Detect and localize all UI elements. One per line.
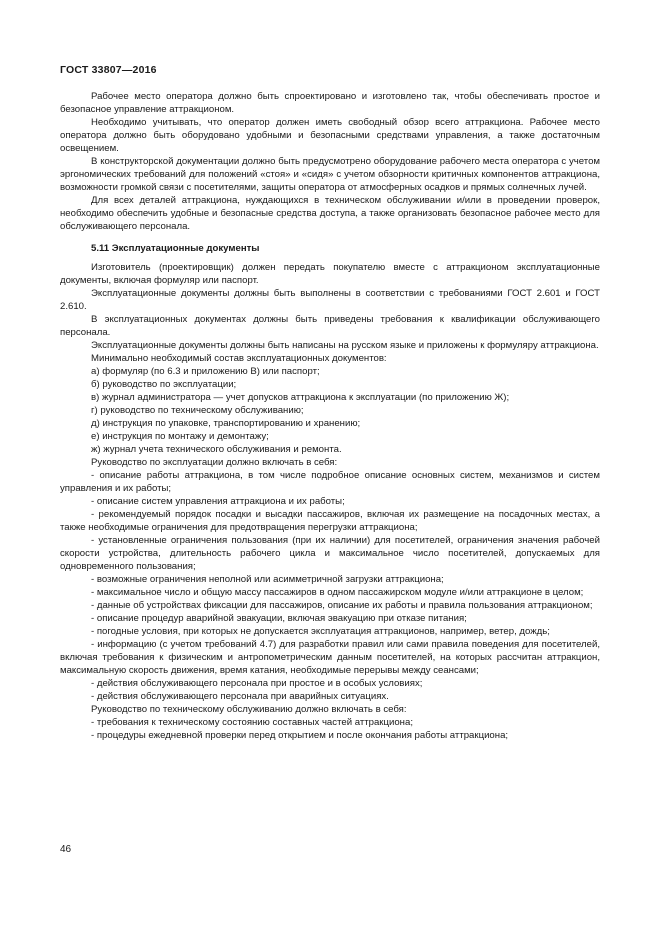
paragraph: Руководство по эксплуатации должно включать в себя:: [91, 457, 338, 468]
page-number: 46: [60, 844, 72, 855]
dash-item: - описание работы аттракциона, в том числе подробное описание основных систем, механизмов и систем управления и их работы;: [60, 470, 600, 494]
paragraph: Эксплуатационные документы должны быть написаны на русском языке и приложены к формуляру аттракциона.: [91, 340, 599, 351]
paragraph: Рабочее место оператора должно быть спроектировано и изготовлено так, чтобы обеспечивать простое и безопасное управление аттракционом.: [60, 91, 600, 115]
list-item: ж) журнал учета технического обслуживания и ремонта.: [91, 444, 342, 455]
dash-item: - рекомендуемый порядок посадки и высадки пассажиров, включая их размещение на посадочных местах, а также необходимые ограничения для предотвращения перегрузки аттракциона;: [60, 509, 600, 533]
paragraph: Руководство по техническому обслуживанию должно включать в себя:: [91, 704, 407, 715]
paragraph: Для всех деталей аттракциона, нуждающихся в техническом обслуживании и/или в проведении проверок, необходимо обеспечить удобные и безопасные средства доступа, а также организовать безопасное рабочее место для обслуживающего персонала.: [60, 195, 600, 232]
dash-item: - действия обслуживающего персонала при простое и в особых условиях;: [91, 678, 423, 689]
dash-item: - требования к техническому состоянию составных частей аттракциона;: [91, 717, 413, 728]
document-header: ГОСТ 33807—2016: [60, 64, 157, 76]
list-item: а) формуляр (по 6.3 и приложению В) или паспорт;: [91, 366, 320, 377]
list-item: г) руководство по техническому обслуживанию;: [91, 405, 304, 416]
dash-item: - установленные ограничения пользования (при их наличии) для посетителей, ограничения значения рабочей скорости устройства, длительность рабочего цикла и максимальное число посетителей, допускаемых для одновременного пользования;: [60, 535, 600, 572]
section-heading: 5.11 Эксплуатационные документы: [91, 243, 260, 254]
paragraph: Необходимо учитывать, что оператор должен иметь свободный обзор всего аттракциона. Рабочее место оператора должно быть оборудовано удобными и безопасными средствами управления, а также достаточным освещением.: [60, 117, 600, 154]
document-body: [60, 90, 600, 742]
list-item: в) журнал администратора — учет допусков аттракциона к эксплуатации (по приложению Ж);: [91, 392, 510, 403]
dash-item: - погодные условия, при которых не допускается эксплуатация аттракционов, например, ветер, дождь;: [91, 626, 550, 637]
list-item: б) руководство по эксплуатации;: [91, 379, 237, 390]
dash-item: - описание процедур аварийной эвакуации, включая эвакуацию при отказе питания;: [91, 613, 467, 624]
dash-item: - максимальное число и общую массу пассажиров в одном пассажирском модуле и/или аттракционе в целом;: [91, 587, 584, 598]
paragraph: Эксплуатационные документы должны быть выполнены в соответствии с требованиями ГОСТ 2.601 и ГОСТ 2.610.: [60, 288, 600, 312]
list-item: е) инструкция по монтажу и демонтажу;: [91, 431, 269, 442]
dash-item: - данные об устройствах фиксации для пассажиров, описание их работы и правила пользования аттракционом;: [91, 600, 593, 611]
paragraph: Изготовитель (проектировщик) должен передать покупателю вместе с аттракционом эксплуатационные документы, включая формуляр или паспорт.: [60, 262, 600, 286]
paragraph: В эксплуатационных документах должны быть приведены требования к квалификации обслуживающего персонала.: [60, 314, 600, 338]
list-item: д) инструкция по упаковке, транспортированию и хранению;: [91, 418, 361, 429]
dash-item: - процедуры ежедневной проверки перед открытием и после окончания работы аттракциона;: [91, 730, 509, 741]
paragraph: Минимально необходимый состав эксплуатационных документов:: [91, 353, 387, 364]
dash-item: - возможные ограничения неполной или асимметричной загрузки аттракциона;: [91, 574, 444, 585]
dash-item: - информацию (с учетом требований 4.7) для разработки правил или сами правила поведения для посетителей, включая требования к физическим и антропометрическим данным посетителей, на которых рассчитан аттракцион, максимальную скорость движения, время катания, необходимые перерывы между сеансами;: [60, 639, 600, 676]
dash-item: - описание систем управления аттракциона и их работы;: [91, 496, 345, 507]
dash-item: - действия обслуживающего персонала при аварийных ситуациях.: [91, 691, 389, 702]
paragraph: В конструкторской документации должно быть предусмотрено оборудование рабочего места оператора с учетом эргономических требований для положений «стоя» и «сидя» с учетом обзорности критичных компонентов аттракциона, возможности громкой связи с посетителями, защиты оператора от атмосферных осадков и прямых солнечных лучей.: [60, 156, 600, 193]
